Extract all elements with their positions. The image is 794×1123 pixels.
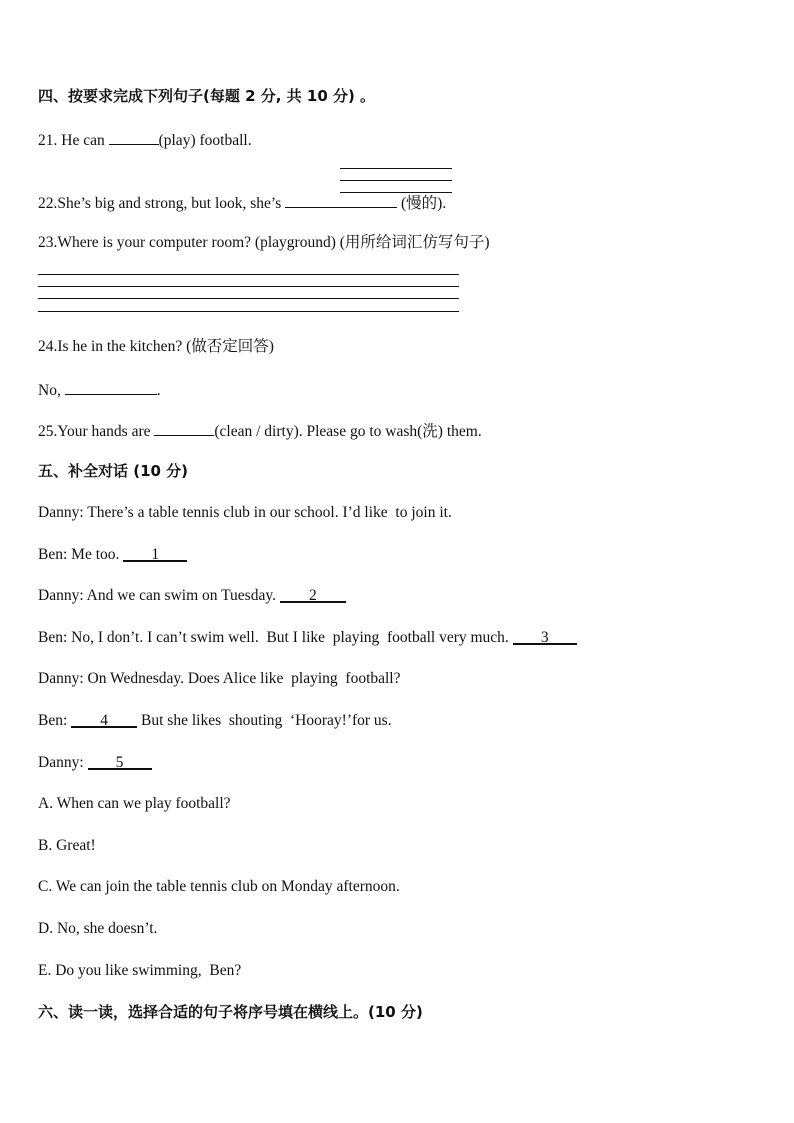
- q22-suffix: (慢的).: [397, 195, 447, 212]
- question-23: [38, 233, 490, 253]
- dialogue-blank-3[interactable]: 3: [513, 628, 577, 645]
- dialogue-blank-4[interactable]: 4: [71, 711, 137, 728]
- dialogue-speaker: Danny:: [38, 754, 84, 771]
- dialogue-line: [38, 711, 392, 731]
- q22-prefix: .She’s big and strong, but look, she’s: [53, 195, 286, 212]
- q25-answer-blank[interactable]: [154, 420, 214, 436]
- q24-answer-line: [38, 379, 161, 401]
- option-e: E. Do you like swimming, Ben?: [38, 962, 242, 979]
- section-4-heading: 四、按要求完成下列句子(每题 2 分, 共 10 分) 。: [38, 87, 376, 105]
- dialogue-text: On Wednesday. Does Alice like playing football?: [83, 670, 401, 687]
- q21-prefix: . He can: [53, 132, 109, 149]
- dialogue-blank-5[interactable]: 5: [88, 753, 152, 770]
- option-c: C. We can join the table tennis club on Monday afternoon.: [38, 878, 400, 895]
- question-24: [38, 337, 274, 357]
- dialogue-text: Me too.: [67, 546, 124, 563]
- dialogue-blank-1[interactable]: 1: [123, 545, 187, 562]
- q22-answer-line-2[interactable]: [340, 180, 452, 181]
- dialogue-speaker: Danny:: [38, 504, 84, 521]
- q24-answer-suffix: .: [156, 382, 161, 399]
- section-5-heading: 五、补全对话 (10 分): [38, 462, 189, 480]
- dialogue-text-after: But she likes shouting ‘Hooray!’for us.: [137, 712, 392, 729]
- q23-text: .Where is your computer room? (playground) (用所给词汇仿写句子): [53, 234, 490, 251]
- q23-answer-line-4[interactable]: [38, 311, 459, 312]
- q23-answer-line-1[interactable]: [38, 274, 459, 275]
- question-22: [38, 192, 446, 214]
- section-6-heading: 六、读一读，选择合适的句子将序号填在横线上。(10 分): [38, 1003, 423, 1021]
- q25-prefix: .Your hands are: [53, 423, 155, 440]
- dialogue-speaker: Danny:: [38, 670, 84, 687]
- dialogue-text: And we can swim on Tuesday.: [83, 587, 280, 604]
- q21-number: 21: [38, 132, 54, 149]
- option-a: A. When can we play football?: [38, 795, 231, 812]
- q24-answer-prefix: No,: [38, 382, 65, 399]
- q21-suffix: (play) football.: [158, 132, 252, 149]
- dialogue-line: [38, 669, 401, 689]
- q23-number: 23: [38, 234, 54, 251]
- q22-number: 22: [38, 195, 54, 212]
- dialogue-speaker: Ben:: [38, 546, 68, 563]
- option-d: D. No, she doesn’t.: [38, 920, 158, 937]
- dialogue-line: [38, 586, 346, 606]
- q21-answer-blank[interactable]: [109, 129, 159, 145]
- question-21: [38, 129, 252, 151]
- dialogue-speaker: Ben:: [38, 629, 68, 646]
- q25-number: 25: [38, 423, 54, 440]
- q22-answer-blank[interactable]: [285, 192, 397, 208]
- dialogue-speaker: Danny:: [38, 587, 84, 604]
- dialogue-blank-2[interactable]: 2: [280, 586, 346, 603]
- dialogue-line: [38, 545, 187, 565]
- question-25: [38, 420, 482, 442]
- q25-suffix: (clean / dirty). Please go to wash(洗) them.: [214, 423, 482, 440]
- dialogue-text: There’s a table tennis club in our school. I’d like to join it.: [83, 504, 452, 521]
- dialogue-speaker: Ben:: [38, 712, 68, 729]
- dialogue-text: No, I don’t. I can’t swim well. But I like playing football very much.: [67, 629, 513, 646]
- q22-answer-line-1[interactable]: [340, 168, 452, 169]
- q24-answer-blank[interactable]: [65, 379, 157, 395]
- q23-answer-line-3[interactable]: [38, 298, 459, 299]
- dialogue-line: [38, 628, 577, 648]
- dialogue-line: [38, 503, 452, 523]
- q24-number: 24: [38, 338, 54, 355]
- q24-text: .Is he in the kitchen? (做否定回答): [53, 338, 274, 355]
- dialogue-line: [38, 753, 152, 773]
- option-b: B. Great!: [38, 837, 96, 854]
- q23-answer-line-2[interactable]: [38, 286, 459, 287]
